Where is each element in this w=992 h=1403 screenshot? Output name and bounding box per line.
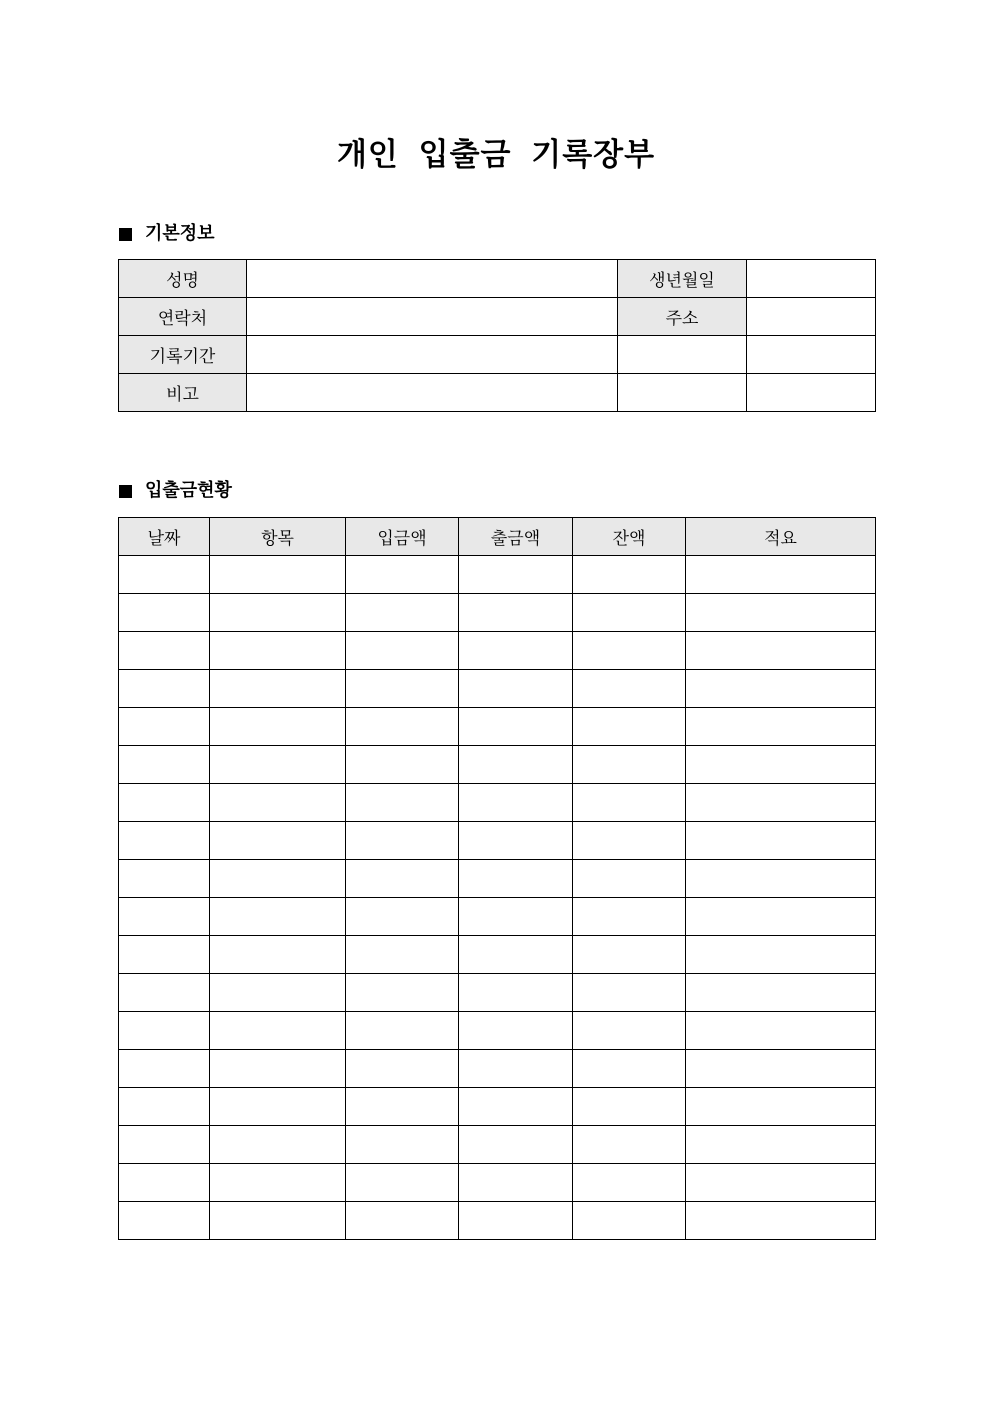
memo-cell[interactable] (686, 822, 876, 860)
item-cell[interactable] (210, 1202, 346, 1240)
birthdate-field[interactable] (747, 260, 876, 298)
date-cell[interactable] (119, 860, 210, 898)
item-cell[interactable] (210, 1126, 346, 1164)
deposit-cell[interactable] (346, 1012, 459, 1050)
item-cell[interactable] (210, 632, 346, 670)
item-cell[interactable] (210, 1164, 346, 1202)
date-cell[interactable] (119, 670, 210, 708)
date-cell[interactable] (119, 898, 210, 936)
table-row (119, 822, 876, 860)
table-header-row (119, 518, 876, 556)
memo-cell[interactable] (686, 746, 876, 784)
balance-cell[interactable] (573, 670, 686, 708)
column-header-item: 항목 (210, 518, 346, 556)
deposit-cell[interactable] (346, 1088, 459, 1126)
item-cell[interactable] (210, 746, 346, 784)
period-label: 기록기간 (119, 336, 247, 374)
info-row-name (119, 260, 876, 298)
date-cell[interactable] (119, 632, 210, 670)
balance-cell[interactable] (573, 1088, 686, 1126)
item-cell[interactable] (210, 708, 346, 746)
extra-cell[interactable] (747, 336, 876, 374)
deposit-cell[interactable] (346, 746, 459, 784)
deposit-cell[interactable] (346, 1050, 459, 1088)
date-cell[interactable] (119, 1126, 210, 1164)
memo-cell[interactable] (686, 936, 876, 974)
deposit-cell[interactable] (346, 708, 459, 746)
memo-cell[interactable] (686, 1202, 876, 1240)
deposit-cell[interactable] (346, 1202, 459, 1240)
withdrawal-cell[interactable] (459, 974, 573, 1012)
table-row (119, 708, 876, 746)
memo-cell[interactable] (686, 860, 876, 898)
deposit-cell[interactable] (346, 974, 459, 1012)
balance-cell[interactable] (573, 974, 686, 1012)
name-field[interactable] (247, 260, 618, 298)
memo-cell[interactable] (686, 898, 876, 936)
withdrawal-cell[interactable] (459, 898, 573, 936)
table-row (119, 1050, 876, 1088)
date-cell[interactable] (119, 936, 210, 974)
name-label: 성명 (119, 260, 247, 298)
column-header-memo: 적요 (686, 518, 876, 556)
table-row (119, 1202, 876, 1240)
withdrawal-cell[interactable] (459, 708, 573, 746)
birthdate-label: 생년월일 (618, 260, 747, 298)
info-row-period (119, 336, 876, 374)
memo-cell[interactable] (686, 556, 876, 594)
withdrawal-cell[interactable] (459, 1164, 573, 1202)
deposit-cell[interactable] (346, 784, 459, 822)
square-bullet-icon (119, 485, 132, 498)
column-header-balance: 잔액 (573, 518, 686, 556)
item-cell[interactable] (210, 594, 346, 632)
balance-cell[interactable] (573, 632, 686, 670)
item-cell[interactable] (210, 1050, 346, 1088)
table-row (119, 556, 876, 594)
basic-info-heading (119, 221, 215, 247)
balance-cell[interactable] (573, 1050, 686, 1088)
transactions-body (119, 556, 876, 1240)
deposit-cell[interactable] (346, 594, 459, 632)
balance-cell[interactable] (573, 708, 686, 746)
remarks-field[interactable] (247, 374, 618, 412)
date-cell[interactable] (119, 708, 210, 746)
memo-cell[interactable] (686, 784, 876, 822)
date-cell[interactable] (119, 822, 210, 860)
period-field[interactable] (247, 336, 618, 374)
memo-cell[interactable] (686, 1088, 876, 1126)
withdrawal-cell[interactable] (459, 822, 573, 860)
memo-cell[interactable] (686, 708, 876, 746)
table-row (119, 632, 876, 670)
contact-field[interactable] (247, 298, 618, 336)
contact-label: 연락처 (119, 298, 247, 336)
withdrawal-cell[interactable] (459, 784, 573, 822)
memo-cell[interactable] (686, 974, 876, 1012)
memo-cell[interactable] (686, 1126, 876, 1164)
square-bullet-icon (119, 228, 132, 241)
item-cell[interactable] (210, 860, 346, 898)
balance-cell[interactable] (573, 1126, 686, 1164)
item-cell[interactable] (210, 556, 346, 594)
table-row (119, 1164, 876, 1202)
basic-info-heading-label: 기본정보 (145, 223, 215, 244)
memo-cell[interactable] (686, 594, 876, 632)
withdrawal-cell[interactable] (459, 632, 573, 670)
table-row (119, 860, 876, 898)
address-label: 주소 (618, 298, 747, 336)
table-row (119, 670, 876, 708)
item-cell[interactable] (210, 1012, 346, 1050)
date-cell[interactable] (119, 1088, 210, 1126)
date-cell[interactable] (119, 1164, 210, 1202)
extra-cell[interactable] (618, 374, 747, 412)
withdrawal-cell[interactable] (459, 1050, 573, 1088)
balance-cell[interactable] (573, 784, 686, 822)
item-cell[interactable] (210, 898, 346, 936)
address-field[interactable] (747, 298, 876, 336)
balance-cell[interactable] (573, 860, 686, 898)
withdrawal-cell[interactable] (459, 1012, 573, 1050)
balance-cell[interactable] (573, 594, 686, 632)
date-cell[interactable] (119, 974, 210, 1012)
column-header-withdrawal: 출금액 (459, 518, 573, 556)
date-cell[interactable] (119, 784, 210, 822)
date-cell[interactable] (119, 1050, 210, 1088)
deposit-cell[interactable] (346, 822, 459, 860)
deposit-cell[interactable] (346, 670, 459, 708)
memo-cell[interactable] (686, 1164, 876, 1202)
deposit-cell[interactable] (346, 556, 459, 594)
balance-cell[interactable] (573, 556, 686, 594)
date-cell[interactable] (119, 594, 210, 632)
transactions-table (118, 517, 876, 1240)
table-row (119, 974, 876, 1012)
date-cell[interactable] (119, 1202, 210, 1240)
table-row (119, 746, 876, 784)
memo-cell[interactable] (686, 1012, 876, 1050)
table-row (119, 594, 876, 632)
item-cell[interactable] (210, 1088, 346, 1126)
basic-info-table (118, 259, 876, 412)
deposit-cell[interactable] (346, 860, 459, 898)
memo-cell[interactable] (686, 1050, 876, 1088)
balance-cell[interactable] (573, 822, 686, 860)
table-row (119, 784, 876, 822)
document-title: 개인 입출금 기록장부 (336, 137, 656, 173)
column-header-date: 날짜 (119, 518, 210, 556)
remarks-label: 비고 (119, 374, 247, 412)
balance-cell[interactable] (573, 1164, 686, 1202)
withdrawal-cell[interactable] (459, 860, 573, 898)
withdrawal-cell[interactable] (459, 670, 573, 708)
extra-cell[interactable] (747, 374, 876, 412)
balance-cell[interactable] (573, 936, 686, 974)
balance-cell[interactable] (573, 1202, 686, 1240)
date-cell[interactable] (119, 746, 210, 784)
table-row (119, 898, 876, 936)
withdrawal-cell[interactable] (459, 746, 573, 784)
deposit-cell[interactable] (346, 936, 459, 974)
deposit-cell[interactable] (346, 1164, 459, 1202)
item-cell[interactable] (210, 822, 346, 860)
item-cell[interactable] (210, 670, 346, 708)
memo-cell[interactable] (686, 632, 876, 670)
withdrawal-cell[interactable] (459, 1088, 573, 1126)
item-cell[interactable] (210, 784, 346, 822)
deposit-cell[interactable] (346, 632, 459, 670)
transactions-heading-label: 입출금현황 (145, 480, 232, 501)
withdrawal-cell[interactable] (459, 1202, 573, 1240)
balance-cell[interactable] (573, 1012, 686, 1050)
withdrawal-cell[interactable] (459, 594, 573, 632)
table-row (119, 1088, 876, 1126)
column-header-deposit: 입금액 (346, 518, 459, 556)
balance-cell[interactable] (573, 898, 686, 936)
balance-cell[interactable] (573, 746, 686, 784)
withdrawal-cell[interactable] (459, 936, 573, 974)
table-row (119, 1012, 876, 1050)
deposit-cell[interactable] (346, 1126, 459, 1164)
withdrawal-cell[interactable] (459, 1126, 573, 1164)
date-cell[interactable] (119, 1012, 210, 1050)
transactions-heading (119, 478, 232, 504)
extra-cell[interactable] (618, 336, 747, 374)
memo-cell[interactable] (686, 670, 876, 708)
deposit-cell[interactable] (346, 898, 459, 936)
info-row-remarks (119, 374, 876, 412)
info-row-contact (119, 298, 876, 336)
item-cell[interactable] (210, 936, 346, 974)
item-cell[interactable] (210, 974, 346, 1012)
date-cell[interactable] (119, 556, 210, 594)
withdrawal-cell[interactable] (459, 556, 573, 594)
table-row (119, 936, 876, 974)
table-row (119, 1126, 876, 1164)
